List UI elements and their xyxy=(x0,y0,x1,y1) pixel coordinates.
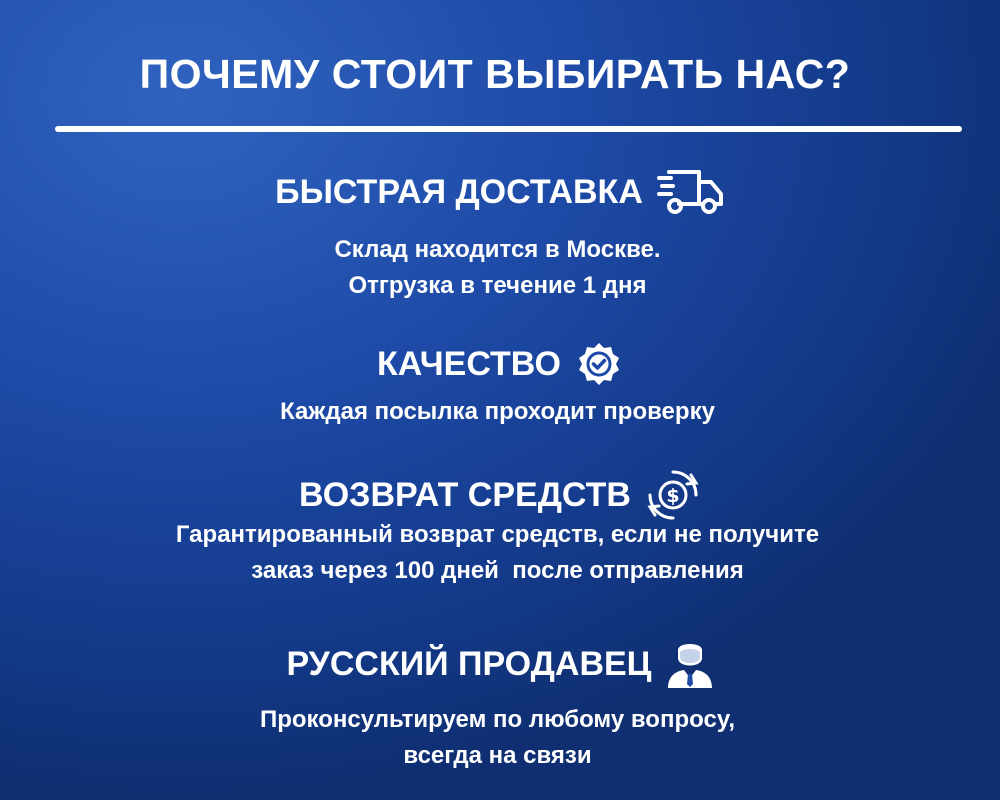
money-refund-icon xyxy=(645,467,701,523)
feature-quality-line-1: Каждая посылка проходит проверку xyxy=(280,398,715,425)
page-title: ПОЧЕМУ СТОИТ ВЫБИРАТЬ НАС? xyxy=(139,51,851,97)
feature-refund-heading: ВОЗВРАТ СРЕДСТВ xyxy=(299,476,631,514)
feature-refund-line-1: Гарантированный возврат средств, если не получите xyxy=(175,521,820,548)
svg-text:$: $ xyxy=(666,485,680,507)
feature-seller-heading-row xyxy=(0,638,1000,690)
feature-delivery-line-2: Отгрузка в течение 1 дня xyxy=(348,272,647,299)
feature-quality-heading: КАЧЕСТВО xyxy=(377,345,561,383)
feature-delivery-heading: БЫСТРАЯ ДОСТАВКА xyxy=(275,173,643,211)
feature-quality-heading-row xyxy=(0,340,1000,388)
delivery-truck-icon xyxy=(657,168,725,216)
feature-seller-description xyxy=(0,702,995,774)
feature-refund-description xyxy=(0,517,995,589)
seller-person-icon xyxy=(666,638,714,690)
feature-quality-description xyxy=(0,394,995,430)
feature-refund-line-2: заказ через 100 дней после отправления xyxy=(251,557,744,584)
feature-delivery-description xyxy=(0,232,995,304)
quality-check-badge-icon xyxy=(575,340,623,388)
feature-delivery-line-1: Склад находится в Москве. xyxy=(334,236,661,263)
feature-seller-heading: РУССКИЙ ПРОДАВЕЦ xyxy=(286,645,652,683)
title-divider xyxy=(55,126,962,132)
feature-delivery-heading-row xyxy=(0,168,1000,216)
feature-seller-line-1: Проконсультируем по любому вопросу, xyxy=(259,706,736,733)
feature-seller-line-2: всегда на связи xyxy=(403,742,592,769)
feature-refund-heading-row xyxy=(0,467,1000,523)
